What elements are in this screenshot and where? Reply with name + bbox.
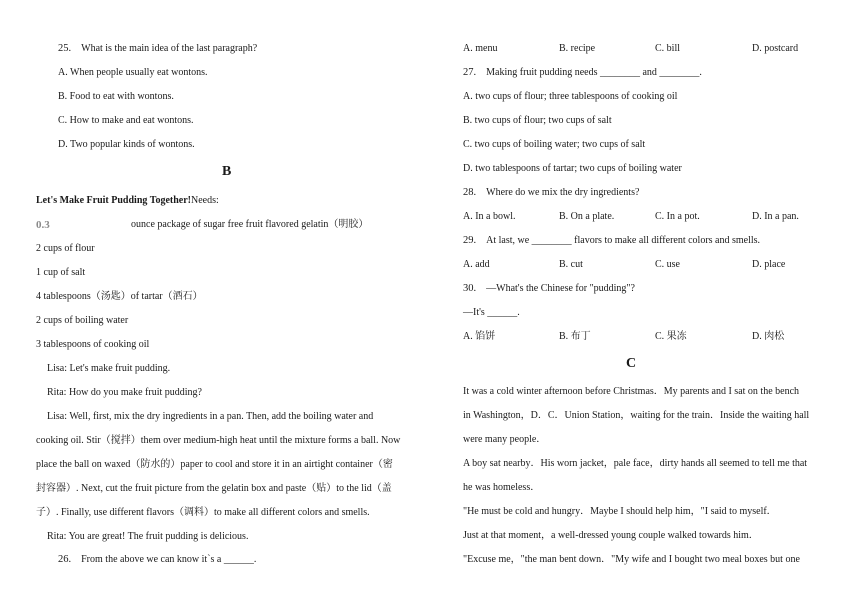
- dialogue-line-4: cooking oil. Stir（搅拌）them over medium-high heat until the mixture forms a ball. Now: [36, 435, 401, 446]
- section-c-heading: C: [626, 356, 637, 371]
- option-27-d: D. two tablespoons of tartar; two cups of boiling water: [463, 163, 682, 174]
- ingredient-4: 2 cups of boiling water: [36, 315, 129, 326]
- passage-c-line-5: he was homeless．: [463, 482, 541, 493]
- ingredient-5: 3 tablespoons of cooking oil: [36, 339, 150, 350]
- dialogue-line-3: Lisa: Well, first, mix the dry ingredients in a pan. Then, add the boiling water and: [47, 411, 374, 422]
- question-number: 29.: [463, 235, 477, 246]
- passage-c-line-1: It was a cold winter afternoon before Christmas．My parents and I sat on the bench: [463, 386, 800, 397]
- question-25: [58, 42, 257, 56]
- ingredient-3: 4 tablespoons（汤匙）of tartar（酒石）: [36, 291, 203, 302]
- question-text: —What's the Chinese for "pudding"?: [486, 283, 635, 294]
- option-29-b: B. cut: [559, 259, 583, 270]
- dialogue-line-7: 子）. Finally, use different flavors（调料）to make all different colors and smells.: [36, 507, 370, 518]
- ingredient-2: 1 cup of salt: [36, 267, 86, 278]
- option-28-b: B. On a plate.: [559, 211, 615, 222]
- option-26-d: D. postcard: [752, 43, 799, 54]
- dialogue-line-6: 封容器）. Next, cut the fruit picture from the gelatin box and paste（贴）to the lid（盖: [36, 483, 392, 494]
- question-number: 30.: [463, 283, 477, 294]
- option-25-d: D. Two popular kinds of wontons.: [58, 139, 195, 150]
- question-30-line2: —It's ______.: [463, 307, 520, 318]
- dialogue-line-8: Rita: You are great! The fruit pudding is delicious.: [47, 531, 249, 542]
- question-text: Making fruit pudding needs ________ and ________.: [486, 67, 702, 78]
- option-27-c: C. two cups of boiling water; two cups of salt: [463, 139, 646, 150]
- passage-c-line-3: were many people．: [463, 434, 547, 445]
- question-29: [463, 234, 760, 248]
- question-27: [463, 66, 702, 80]
- option-28-d: D. In a pan.: [752, 211, 799, 222]
- passage-c-line-7: Just at that moment，a well-dressed young couple walked towards him．: [463, 530, 759, 541]
- ingredient-1: 2 cups of flour: [36, 243, 95, 254]
- question-text: At last, we ________ flavors to make all different colors and smells.: [486, 235, 761, 246]
- ingredient-amount: 0.3: [36, 219, 50, 231]
- option-30-d: D. 肉松: [752, 331, 785, 342]
- question-text: Where do we mix the dry ingredients?: [486, 187, 640, 198]
- question-text: From the above we can know it`s a ______.: [81, 554, 257, 565]
- dialogue-line-2: Rita: How do you make fruit pudding?: [47, 387, 202, 398]
- option-27-b: B. two cups of flour; two cups of salt: [463, 115, 612, 126]
- passage-c-line-6: "He must be cold and hungry．Maybe I should help him，"I said to myself．: [463, 506, 777, 517]
- option-30-b: B. 布丁: [559, 331, 591, 342]
- option-29-c: C. use: [655, 259, 680, 270]
- option-26-c: C. bill: [655, 43, 681, 54]
- right-column: [463, 0, 825, 608]
- option-29-d: D. place: [752, 259, 786, 270]
- left-column: [36, 0, 422, 608]
- option-25-a: A. When people usually eat wontons.: [58, 67, 208, 78]
- question-number: 26.: [58, 554, 72, 565]
- option-29-a: A. add: [463, 259, 490, 270]
- option-26-a: A. menu: [463, 43, 498, 54]
- question-28: [463, 186, 639, 200]
- option-28-a: A. In a bowl.: [463, 211, 516, 222]
- question-number: 28.: [463, 187, 477, 198]
- option-25-b: B. Food to eat with wontons.: [58, 91, 174, 102]
- option-26-b: B. recipe: [559, 43, 596, 54]
- passage-c-line-4: A boy sat nearby．His worn jacket，pale face，dirty hands all seemed to tell me that: [463, 458, 808, 469]
- question-number: 25.: [58, 43, 72, 54]
- question-30: [463, 282, 635, 296]
- ingredient-text: ounce package of sugar free fruit flavored gelatin（明胶）: [131, 219, 369, 230]
- option-25-c: C. How to make and eat wontons.: [58, 115, 194, 126]
- option-30-a: A. 馅饼: [463, 331, 496, 342]
- section-b-heading: B: [222, 164, 232, 179]
- passage-c-line-2: in Washington，D．C．Union Station，waiting for the train．Inside the waiting hall: [463, 410, 810, 421]
- recipe-title: Let's Make Fruit Pudding Together!: [36, 195, 192, 206]
- ingredient-0: [36, 218, 369, 233]
- question-number: 27.: [463, 67, 477, 78]
- needs-label: Needs:: [191, 195, 219, 206]
- option-27-a: A. two cups of flour; three tablespoons of cooking oil: [463, 91, 678, 102]
- question-text: What is the main idea of the last paragraph?: [81, 43, 258, 54]
- option-30-c: C. 果冻: [655, 331, 687, 342]
- dialogue-line-5: place the ball on waxed（防水的）paper to cool and store it in an airtight container（密: [36, 459, 393, 470]
- dialogue-line-1: Lisa: Let's make fruit pudding.: [47, 363, 171, 374]
- section-b-title-line: [36, 194, 219, 208]
- option-28-c: C. In a pot.: [655, 211, 700, 222]
- passage-c-line-8: "Excuse me，"the man bent down．"My wife and I bought two meal boxes but one: [463, 554, 800, 565]
- question-26: [58, 553, 256, 567]
